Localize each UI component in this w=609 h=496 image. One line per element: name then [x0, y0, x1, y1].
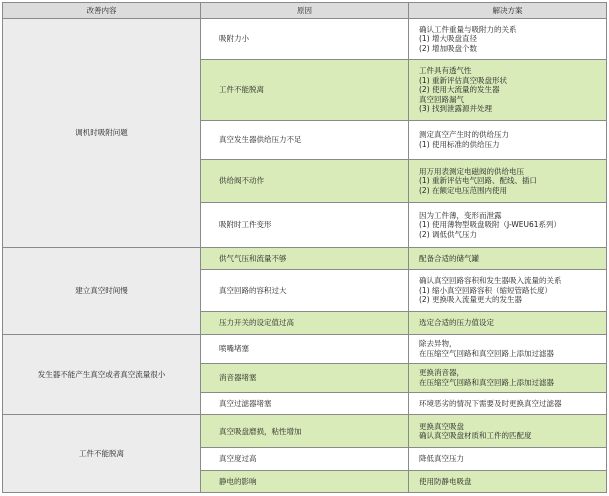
cause-cell: 静电的影响	[201, 470, 409, 492]
solution-line: 在压缩空气回路和真空回路上添加过滤器	[419, 378, 554, 388]
solution-line: 更换消音器，	[419, 368, 464, 378]
solution-line: 真空回路漏气	[419, 94, 464, 104]
solution-line: (2) 调低供气压力	[419, 229, 478, 239]
category-cell: 调机时吸附问题	[3, 19, 201, 248]
solution-line: 使用防静电吸盘	[419, 476, 472, 486]
cause-cell: 供气气压和流量不够	[201, 247, 409, 269]
solution-cell	[409, 393, 607, 415]
category-cell: 建立真空时间慢	[3, 247, 201, 334]
solution-cell	[409, 363, 607, 392]
solution-line: (2) 使用大流量的发生器	[419, 85, 500, 95]
solution-line: 更换真空吸盘	[419, 421, 464, 431]
solution-line: (2) 在额定电压范围内使用	[419, 185, 508, 195]
solution-line: (1) 使用薄物型吸盘吸附（J-WEU61系列）	[419, 220, 562, 230]
cause-cell: 工件不能脱离	[201, 60, 409, 121]
table-row	[3, 19, 607, 60]
cause-cell: 吸附时工件变形	[201, 203, 409, 248]
table-body	[3, 19, 607, 493]
cause-cell: 真空发生器供给压力不足	[201, 121, 409, 160]
header-category: 改善内容	[3, 3, 201, 19]
category-cell: 发生器不能产生真空或者真空流量很小	[3, 334, 201, 415]
header-solution: 解决方案	[409, 3, 607, 19]
cause-cell: 喷嘴堵塞	[201, 334, 409, 363]
solution-cell	[409, 19, 607, 60]
solution-line: 除去异物，	[419, 339, 457, 349]
solution-line: 确认真空回路容积和发生器吸入流量的关系	[419, 276, 562, 286]
solution-line: (1) 增大吸盘直径	[419, 34, 478, 44]
table-row	[3, 247, 607, 269]
solution-line: 环境恶劣的情况下需要及时更换真空过滤器	[419, 399, 562, 409]
solution-line: 配备合适的储气罐	[419, 253, 479, 263]
solution-line: (1) 使用标准的供给压力	[419, 139, 500, 149]
solution-cell	[409, 203, 607, 248]
solution-line: 因为工件薄，变形而泄露	[419, 210, 502, 220]
solution-cell	[409, 415, 607, 448]
category-cell: 工件不能脱离	[3, 415, 201, 493]
cause-cell: 压力开关的设定值过高	[201, 312, 409, 334]
solution-line: 确认工件重量与吸附力的关系	[419, 24, 517, 34]
solution-line: (2) 增加吸盘个数	[419, 43, 478, 53]
cause-cell: 真空回路的容积过大	[201, 270, 409, 312]
solution-line: 选定合适的压力值设定	[419, 318, 494, 328]
solution-cell	[409, 470, 607, 492]
solution-line: 降低真空压力	[419, 454, 464, 464]
solution-line: (1) 重新评估电气回路、配线、插口	[419, 176, 538, 186]
solution-cell	[409, 247, 607, 269]
cause-cell: 供给阀不动作	[201, 159, 409, 202]
solution-line: 确认真空吸盘材质和工件的匹配度	[419, 431, 532, 441]
solution-cell	[409, 159, 607, 202]
solution-line: 用万用表测定电磁阀的供给电压	[419, 166, 524, 176]
solution-line: (3) 找到泄露源并处理	[419, 104, 493, 114]
cause-cell: 真空度过高	[201, 448, 409, 470]
table-row	[3, 334, 607, 363]
header-cause: 原因	[201, 3, 409, 19]
table-row	[3, 415, 607, 448]
solution-cell	[409, 270, 607, 312]
cause-cell: 真空过滤器堵塞	[201, 393, 409, 415]
solution-line: (1) 缩小真空回路容积（缩短管路长度）	[419, 285, 553, 295]
solution-line: (2) 更换吸入流量更大的发生器	[419, 295, 523, 305]
solution-line: 在压缩空气回路和真空回路上添加过滤器	[419, 348, 554, 358]
solution-cell	[409, 334, 607, 363]
solution-line: (1) 重新评估真空吸盘形状	[419, 75, 508, 85]
solution-line: 测定真空产生时的供给压力	[419, 130, 509, 140]
cause-cell: 吸附力小	[201, 19, 409, 60]
solution-cell	[409, 60, 607, 121]
cause-cell: 真空吸盘磨损，粘性增加	[201, 415, 409, 448]
solution-line: 工件具有透气性	[419, 66, 472, 76]
solution-cell	[409, 448, 607, 470]
troubleshooting-table	[2, 2, 607, 493]
solution-cell	[409, 312, 607, 334]
solution-cell	[409, 121, 607, 160]
table-header-row	[3, 3, 607, 19]
cause-cell: 消音器堵塞	[201, 363, 409, 392]
